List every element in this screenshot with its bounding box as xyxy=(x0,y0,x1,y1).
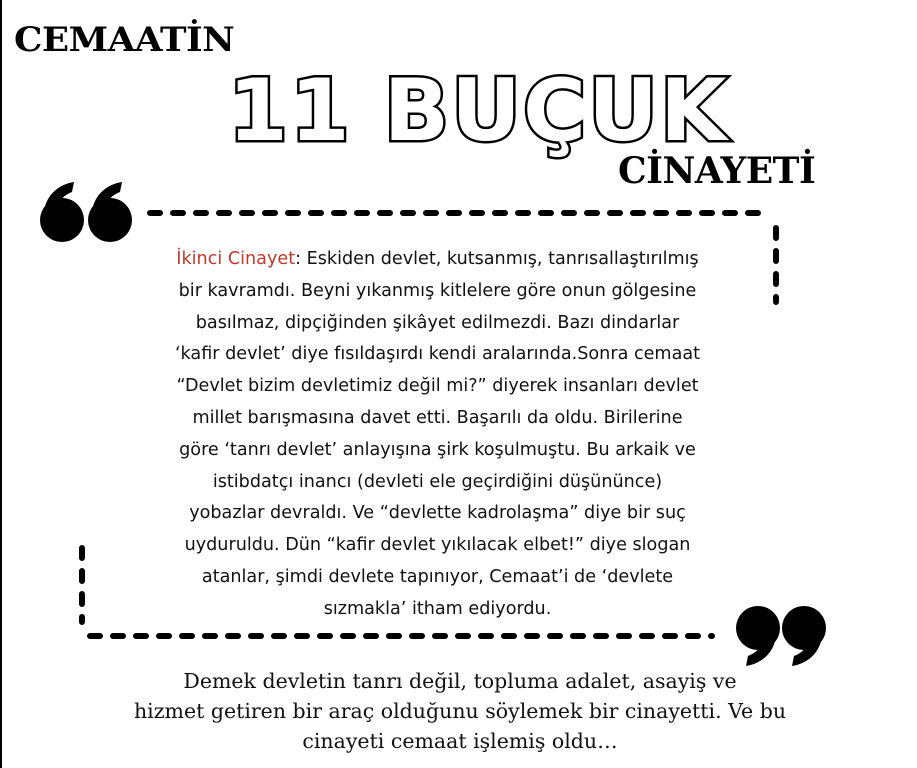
quote-line-6: millet barışmasına davet etti. Başarılı da oldu. Birilerine xyxy=(192,407,683,428)
left-border xyxy=(0,0,2,768)
quote-body xyxy=(110,244,765,626)
conclusion-text xyxy=(40,666,880,756)
quote-line-2: bir kavramdı. Beyni yıkanmış kitlelere göre onun gölgesine xyxy=(178,280,697,301)
conclusion-line-3: cinayeti cemaat işlemiş oldu… xyxy=(302,729,618,753)
quote-line-7: göre ‘tanrı devlet’ anlayışına şirk koşulmuştu. Bu arkaik ve xyxy=(179,439,696,460)
quote-lead: İkinci Cinayet xyxy=(176,249,296,269)
quote-line-10: uyduruldu. Dün “kafir devlet yıkılacak elbet!” diye slogan xyxy=(184,535,691,556)
open-quote-icon xyxy=(40,182,132,242)
quote-line-3: basılmaz, dipçiğinden şikâyet edilmezdi. Bazı dindarlar xyxy=(195,312,680,333)
title-line-1: CEMAATİN xyxy=(14,20,235,60)
quote-lead-separator: : xyxy=(295,249,302,269)
quote-line-12: sızmakla’ itham ediyordu. xyxy=(323,598,552,619)
quote-line-11: atanlar, şimdi devlete tapınıyor, Cemaat’i de ‘devlete xyxy=(201,566,674,587)
quote-line-1-text: Eskiden devlet, kutsanmış, tanrısallaştırılmış xyxy=(301,249,699,269)
quote-line-9: yobazlar devraldı. Ve “devlette kadrolaşma” diye bir suç xyxy=(189,503,686,524)
title-line-3: CİNAYETİ xyxy=(618,150,816,192)
conclusion-line-1: Demek devletin tanrı değil, topluma adalet, asayiş ve xyxy=(183,669,737,693)
quote-line-8: istibdatçı inancı (devleti ele geçirdiğini düşününce) xyxy=(212,471,663,492)
quote-line-4: ‘kafir devlet’ diye fısıldaşırdı kendi aralarında.Sonra cemaat xyxy=(174,344,701,365)
quote-line-1 xyxy=(110,244,765,276)
title-line-2: 11 BUÇUK xyxy=(228,61,729,161)
quote-line-5: “Devlet bizim devletimiz değil mi?” diyerek insanları devlet xyxy=(176,376,699,397)
conclusion-line-2: hizmet getiren bir araç olduğunu söylemek bir cinayetti. Ve bu xyxy=(133,699,787,723)
